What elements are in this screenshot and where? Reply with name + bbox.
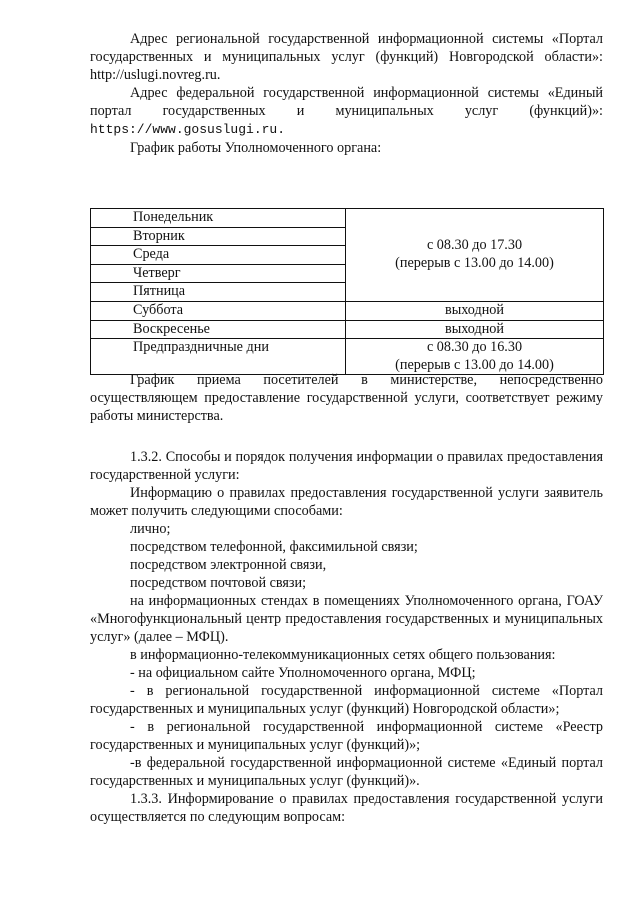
weekday-cell-thursday: Четверг <box>91 264 346 283</box>
weekday-cell-monday: Понедельник <box>91 209 346 228</box>
saturday-hours-cell: выходной <box>346 301 604 320</box>
networks-paragraph: в информационно-телекоммуникационных сетях общего пользования: <box>130 647 556 663</box>
section-1-3-3-paragraph: 1.3.3. Информирование о правилах предоставления государственной услуги осуществляется по следующим вопросам: <box>90 791 603 825</box>
table-row <box>91 339 604 375</box>
section-1-3-2-intro: Информацию о правилах предоставления государственной услуги заявитель может получить следующими способами: <box>90 485 603 519</box>
bottom-section <box>90 371 603 826</box>
way-item-electronic: посредством электронной связи, <box>130 557 327 573</box>
table-row <box>91 301 604 320</box>
preholiday-break: (перерыв с 13.00 до 14.00) <box>395 356 554 373</box>
saturday-cell: Суббота <box>91 301 346 320</box>
regional-portal-paragraph: Адрес региональной государственной информационной системы «Портал государственных и муниципальных услуг (функций) Новгородской области»: http://uslugi.novreg.ru. <box>90 31 603 83</box>
federal-portal-paragraph <box>90 84 603 139</box>
weekday-cell-wednesday: Среда <box>91 246 346 265</box>
stands-paragraph: на информационных стендах в помещениях Уполномоченного органа, ГОАУ «Многофункциональный центр предоставления государственных и муниципальных услуг» (далее – МФЦ). <box>90 593 603 645</box>
weekday-hours: с 08.30 до 17.30 <box>426 237 523 254</box>
way-item-personal: лично; <box>130 521 171 537</box>
sunday-cell: Воскресенье <box>91 320 346 339</box>
net-regional-item: - в региональной государственной информационной системе «Портал государственных и муниципальных услуг (функций) Новгородской области»; <box>90 683 603 717</box>
spacer <box>90 425 603 448</box>
top-section <box>90 30 603 157</box>
schedule-table <box>90 208 604 375</box>
section-1-3-2-title: 1.3.2. Способы и порядок получения информации о правилах предоставления государственной услуги: <box>90 449 603 483</box>
federal-portal-text: Адрес федеральной государственной информационной системы «Единый портал государственных и муниципальных услуг (функций)»: <box>90 85 603 119</box>
weekday-break: (перерыв с 13.00 до 14.00) <box>395 254 554 271</box>
weekday-cell-tuesday: Вторник <box>91 227 346 246</box>
schedule-heading: График работы Уполномоченного органа: <box>130 140 382 156</box>
net-official-item: - на официальном сайте Уполномоченного органа, МФЦ; <box>130 665 476 681</box>
table-row <box>91 209 604 228</box>
weekday-hours-cell <box>346 209 604 302</box>
net-registry-item: - в региональной государственной информационной системе «Реестр государственных и муниципальных услуг (функций)»; <box>90 719 603 753</box>
way-item-phone: посредством телефонной, факсимильной связи; <box>130 539 418 555</box>
way-item-postal: посредством почтовой связи; <box>130 575 307 591</box>
weekday-cell-friday: Пятница <box>91 283 346 302</box>
net-federal-item: -в федеральной государственной информационной системе «Единый портал государственных и муниципальных услуг (функций)». <box>90 755 603 789</box>
preholiday-hours-cell <box>346 339 604 375</box>
table-row <box>91 320 604 339</box>
preholiday-cell: Предпраздничные дни <box>91 339 346 375</box>
federal-portal-url: https://www.gosuslugi.ru. <box>90 122 286 137</box>
reception-paragraph: График приема посетителей в министерстве, непосредственно осуществляющем предоставление государственной услуги, соответствует режиму работы министерства. <box>90 372 603 424</box>
preholiday-hours: с 08.30 до 16.30 <box>426 339 523 356</box>
sunday-hours-cell: выходной <box>346 320 604 339</box>
